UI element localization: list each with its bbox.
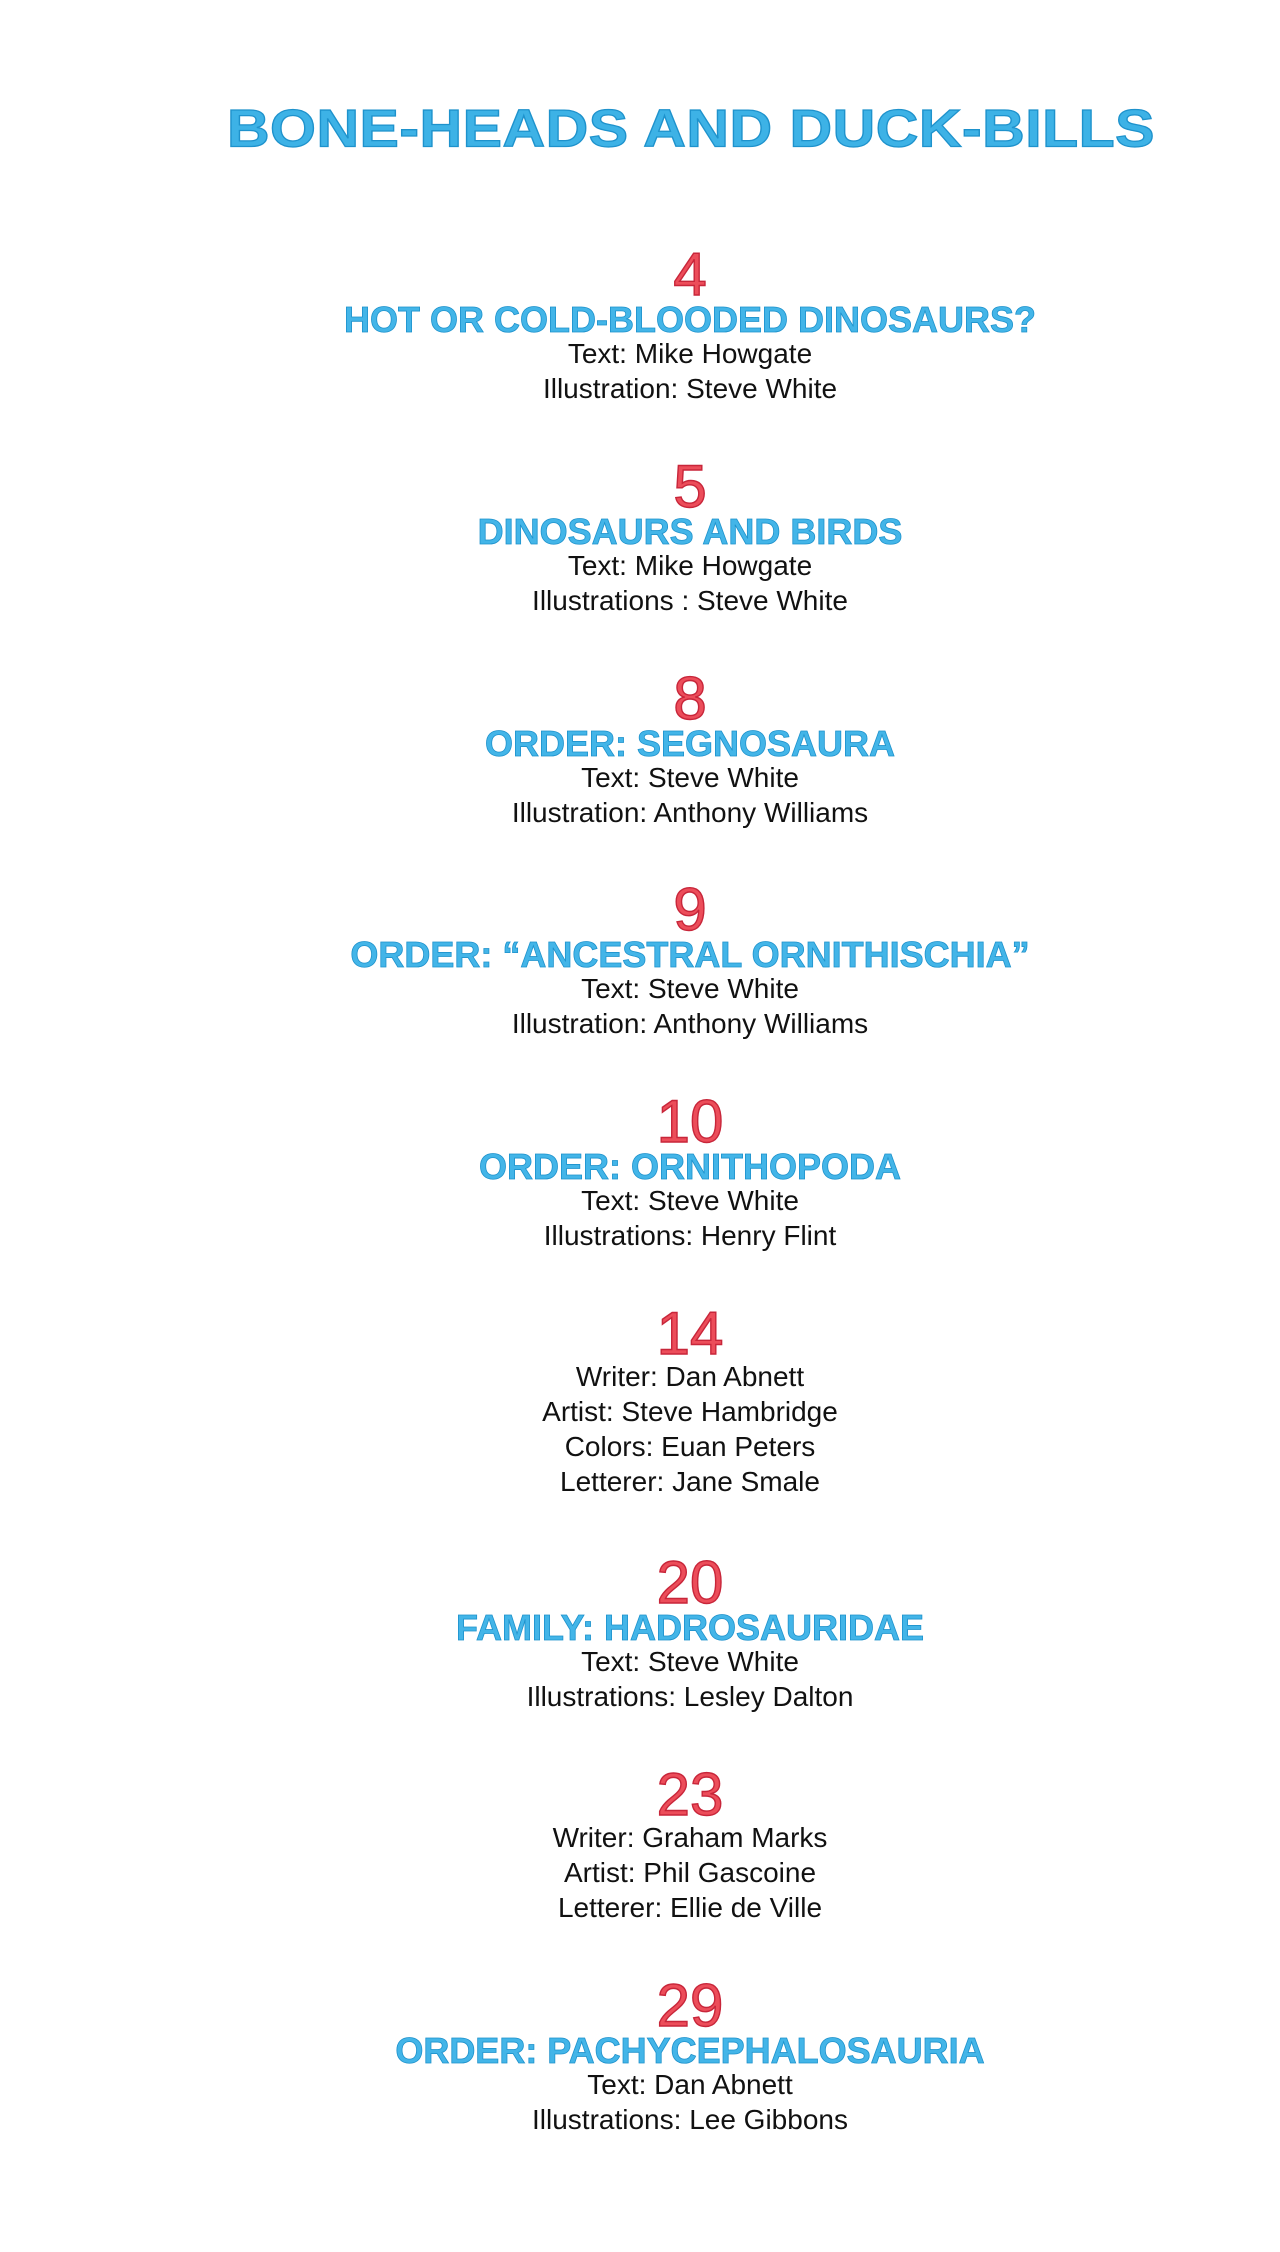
section-title: ORDER: ORNITHOPODA [479,1146,901,1187]
contents-entry-14 [140,1300,1240,1499]
contents-entry-20 [140,1549,1240,1714]
page-number: 4 [673,241,707,308]
credit-illustration: Illustration: Steve White [542,373,838,404]
credit-artist: Artist: Phil Gascoine [563,1857,817,1888]
credit-illustration: Illustrations: Henry Flint [543,1220,837,1251]
contents-entry-10 [140,1088,1240,1253]
credit-writer: Writer: Dan Abnett [575,1361,805,1392]
credit-text: Text: Mike Howgate [567,550,813,581]
credit-text: Text: Dan Abnett [587,2069,793,2100]
credit-writer: Writer: Graham Marks [552,1822,828,1853]
section-title: HOT OR COLD-BLOODED DINOSAURS? [344,299,1036,340]
page-number: 23 [656,1761,724,1828]
contents-entry-8 [140,665,1240,830]
credit-illustration: Illustrations: Lesley Dalton [526,1681,854,1712]
page-number: 29 [656,1972,724,2039]
section-title: ORDER: SEGNOSAURA [484,723,896,764]
contents-entry-5 [140,453,1240,618]
page-number: 8 [673,665,707,732]
credit-illustration: Illustration: Anthony Williams [511,797,869,828]
contents-entry-4 [140,241,1240,406]
credit-text: Text: Steve White [581,973,799,1004]
credit-text: Text: Steve White [581,762,799,793]
section-title: ORDER: PACHYCEPHALOSAURIA [395,2030,985,2071]
page-number: 9 [673,876,707,943]
page-number: 20 [656,1549,724,1616]
page-number: 5 [673,453,707,520]
credit-artist: Artist: Steve Hambridge [542,1396,838,1427]
credit-text: Text: Mike Howgate [567,338,813,369]
section-title: FAMILY: HADROSAURIDAE [455,1607,925,1648]
section-title: ORDER: “ANCESTRAL ORNITHISCHIA” [350,934,1030,975]
credit-illustration: Illustrations: Lee Gibbons [532,2104,848,2135]
credit-illustration: Illustrations : Steve White [532,585,848,616]
credit-letterer: Letterer: Ellie de Ville [557,1892,823,1923]
page-title: BONE-HEADS AND DUCK-BILLS [226,98,1156,159]
contents-entry-9 [140,876,1240,1041]
credit-text: Text: Steve White [581,1646,799,1677]
page-number: 10 [656,1088,724,1155]
contents-entry-23 [140,1761,1240,1925]
contents-entry-29 [140,1972,1240,2137]
credit-text: Text: Steve White [581,1185,799,1216]
credit-colors: Colors: Euan Peters [564,1431,816,1462]
credit-letterer: Letterer: Jane Smale [560,1466,820,1497]
page-number: 14 [656,1300,724,1367]
section-title: DINOSAURS AND BIRDS [477,511,903,552]
credit-illustration: Illustration: Anthony Williams [511,1008,869,1039]
